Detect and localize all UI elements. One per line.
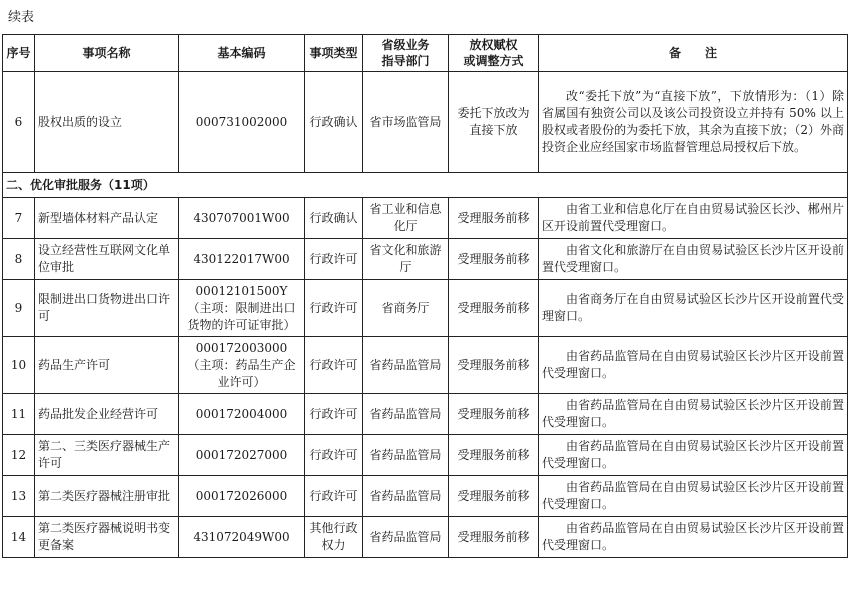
cell-code-main: 000172027000 — [195, 447, 288, 462]
cell-note — [539, 72, 848, 173]
cell-name: 第二类医疗器械说明书变更备案 — [35, 517, 179, 558]
cell-note-text: 由省药品监管局在自由贸易试验区长沙片区开设前置代受理窗口。 — [542, 480, 844, 511]
cell-mode: 受理服务前移 — [449, 337, 539, 394]
cell-note — [539, 394, 848, 435]
table-header-row — [3, 35, 848, 72]
cell-note — [539, 517, 848, 558]
cell-no: 10 — [3, 337, 35, 394]
cell-note-text: 由省药品监管局在自由贸易试验区长沙片区开设前置代受理窗口。 — [542, 439, 844, 470]
cell-type: 行政确认 — [305, 198, 363, 239]
cell-type: 行政许可 — [305, 394, 363, 435]
table-row — [3, 280, 848, 337]
cell-note — [539, 239, 848, 280]
table-row — [3, 435, 848, 476]
cell-dept: 省药品监管局 — [363, 476, 449, 517]
section-title: 二、优化审批服务（11项） — [3, 173, 848, 198]
header-dept — [363, 35, 449, 72]
cell-dept: 省药品监管局 — [363, 435, 449, 476]
cell-no: 14 — [3, 517, 35, 558]
cell-mode: 受理服务前移 — [449, 476, 539, 517]
cell-no: 6 — [3, 72, 35, 173]
cell-code-main: 000172004000 — [195, 406, 288, 421]
cell-dept: 省药品监管局 — [363, 517, 449, 558]
cell-code-note: （主项：药品生产企业许可） — [187, 357, 296, 389]
cell-mode: 受理服务前移 — [449, 517, 539, 558]
cell-dept: 省工业和信息化厅 — [363, 198, 449, 239]
cell-type: 行政确认 — [305, 72, 363, 173]
cell-code — [179, 337, 305, 394]
cell-dept: 省药品监管局 — [363, 337, 449, 394]
cell-code — [179, 198, 305, 239]
cell-name: 限制进出口货物进出口许可 — [35, 280, 179, 337]
cell-name: 药品批发企业经营许可 — [35, 394, 179, 435]
cell-dept: 省药品监管局 — [363, 394, 449, 435]
cell-note-text: 由省工业和信息化厅在自由贸易试验区长沙、郴州片区开设前置代受理窗口。 — [542, 202, 844, 233]
cell-code-main: 430122017W00 — [193, 251, 290, 266]
cell-code — [179, 280, 305, 337]
cell-mode: 受理服务前移 — [449, 435, 539, 476]
cell-no: 12 — [3, 435, 35, 476]
cell-name: 第二、三类医疗器械生产许可 — [35, 435, 179, 476]
cell-code — [179, 394, 305, 435]
section-row — [3, 173, 848, 198]
table-row — [3, 476, 848, 517]
cell-note-text: 由省药品监管局在自由贸易试验区长沙片区开设前置代受理窗口。 — [542, 398, 844, 429]
cell-code — [179, 517, 305, 558]
header-name: 事项名称 — [35, 35, 179, 72]
cell-note-text: 由省商务厅在自由贸易试验区长沙片区开设前置代受理窗口。 — [542, 292, 844, 323]
table-row — [3, 198, 848, 239]
cell-code-main: 430707001W00 — [193, 210, 290, 225]
cell-code-main: 000172003000 — [195, 340, 288, 355]
table-row — [3, 72, 848, 173]
cell-name: 药品生产许可 — [35, 337, 179, 394]
cell-note-text: 由省文化和旅游厅在自由贸易试验区长沙片区开设前置代受理窗口。 — [542, 243, 844, 274]
cell-mode: 受理服务前移 — [449, 394, 539, 435]
cell-name: 新型墙体材料产品认定 — [35, 198, 179, 239]
header-no: 序号 — [3, 35, 35, 72]
cell-mode: 受理服务前移 — [449, 239, 539, 280]
header-code: 基本编码 — [179, 35, 305, 72]
header-dept-line2: 指导部门 — [381, 54, 430, 68]
table-row — [3, 239, 848, 280]
table-row — [3, 517, 848, 558]
cell-note-text: 由省药品监管局在自由贸易试验区长沙片区开设前置代受理窗口。 — [542, 521, 844, 552]
cell-no: 11 — [3, 394, 35, 435]
cell-type: 行政许可 — [305, 280, 363, 337]
cell-code — [179, 476, 305, 517]
cell-code-main: 000172026000 — [195, 488, 288, 503]
cell-name: 股权出质的设立 — [35, 72, 179, 173]
cell-type: 其他行政权力 — [305, 517, 363, 558]
table-caption: 续表 — [8, 10, 35, 25]
header-type: 事项类型 — [305, 35, 363, 72]
cell-name: 第二类医疗器械注册审批 — [35, 476, 179, 517]
header-dept-line1: 省级业务 — [381, 38, 430, 52]
header-note: 备 注 — [539, 35, 848, 72]
cell-note — [539, 476, 848, 517]
header-mode-line2: 或调整方式 — [463, 54, 524, 68]
cell-dept: 省商务厅 — [363, 280, 449, 337]
cell-code-main: 431072049W00 — [193, 529, 290, 544]
cell-mode: 委托下放改为直接下放 — [449, 72, 539, 173]
cell-note-text: 由省药品监管局在自由贸易试验区长沙片区开设前置代受理窗口。 — [542, 349, 844, 380]
cell-mode: 受理服务前移 — [449, 198, 539, 239]
cell-note — [539, 280, 848, 337]
cell-no: 13 — [3, 476, 35, 517]
header-mode — [449, 35, 539, 72]
cell-note-text: 改“委托下放”为“直接下放”，下放情形为：（1）除省属国有独资公司以及该公司投资设立并持有 50% 以上股权或者股份的为委托下放，其余为直接下放；（2）外商投资企业应经国家市场监督管理总局授权后下放。 — [542, 89, 844, 154]
cell-type: 行政许可 — [305, 435, 363, 476]
policy-table — [2, 34, 848, 558]
cell-code — [179, 435, 305, 476]
cell-no: 8 — [3, 239, 35, 280]
cell-mode: 受理服务前移 — [449, 280, 539, 337]
cell-code-main: 00012101500Y — [195, 283, 288, 298]
cell-no: 9 — [3, 280, 35, 337]
cell-dept: 省市场监管局 — [363, 72, 449, 173]
cell-type: 行政许可 — [305, 239, 363, 280]
header-mode-line1: 放权赋权 — [469, 38, 518, 52]
cell-code-note: （主项：限制进出口货物的许可证审批） — [187, 300, 296, 332]
cell-note — [539, 435, 848, 476]
cell-no: 7 — [3, 198, 35, 239]
cell-code: 000731002000 — [179, 72, 305, 173]
cell-note — [539, 198, 848, 239]
cell-type: 行政许可 — [305, 337, 363, 394]
cell-dept: 省文化和旅游厅 — [363, 239, 449, 280]
table-row — [3, 337, 848, 394]
cell-note — [539, 337, 848, 394]
cell-type: 行政许可 — [305, 476, 363, 517]
table-row — [3, 394, 848, 435]
cell-name: 设立经营性互联网文化单位审批 — [35, 239, 179, 280]
cell-code — [179, 239, 305, 280]
